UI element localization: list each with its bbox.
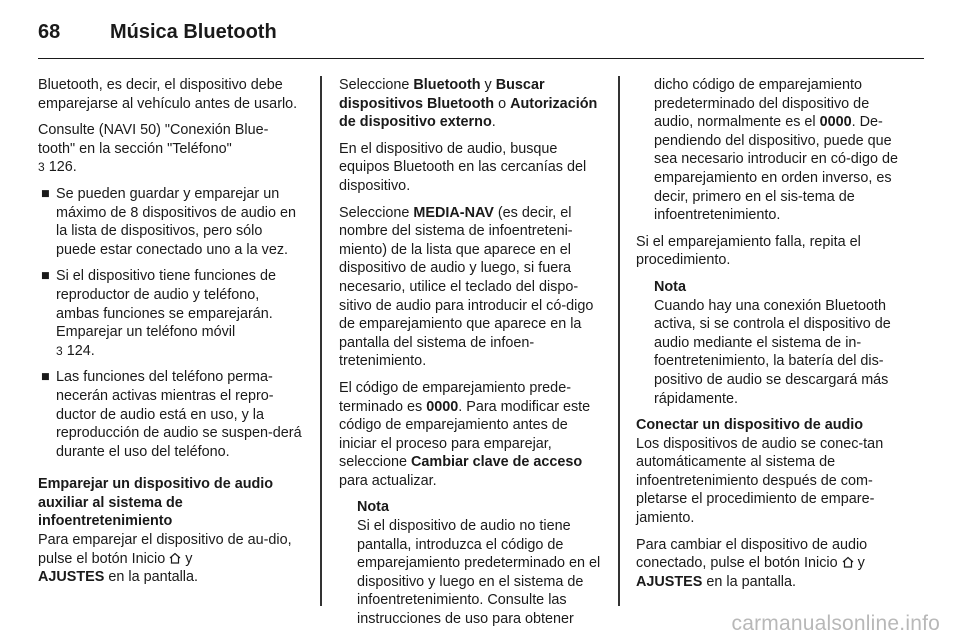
paragraph-text: Seleccione [339, 204, 410, 221]
page-header [38, 18, 924, 59]
paragraph-text: . [491, 114, 496, 131]
paragraph-text: Para emparejar el dispositivo de au-dio, pulse el botón Inicio [38, 532, 292, 567]
code-term: 0000 [819, 114, 852, 131]
note-text: Si el dispositivo de audio no tiene pantalla, introduzca el código de emparejamiento predeterminado en el dispositivo y luego en el sistema de infoentretenimiento. Consulte las instrucciones de uso para obtener [357, 518, 601, 628]
page-reference[interactable]: 124. [66, 342, 95, 359]
menu-term: Buscar dispositivos Bluetooth [339, 77, 545, 112]
column-right [636, 76, 900, 599]
paragraph-text: para actualizar. [339, 472, 437, 489]
paragraph-text: El código de emparejamiento prede-terminado es [339, 379, 571, 415]
paragraph-text: . Para modificar este código de emparejamiento antes de iniciar el proceso para emparejar, seleccione [339, 398, 591, 471]
section-heading: Emparejar un dispositivo de audio auxiliar al sistema de infoentretenimiento [38, 476, 274, 530]
paragraph-text: y [857, 555, 865, 572]
paragraph: Si el emparejamiento falla, repita el procedimiento. [636, 233, 861, 269]
paragraph-text: Consulte (NAVI 50) "Conexión Blue-tooth" en la sección "Teléfono" [38, 122, 269, 157]
note-text: Cuando hay una conexión Bluetooth activa, si se controla el dispositivo de audio mediante el sistema de in-foentretenimiento, la batería del dis-positivo de audio se descargará más rápidamente. [654, 297, 891, 407]
list-item [38, 185, 302, 259]
bullet-icon: ■ [41, 185, 50, 202]
page-reference[interactable]: 126. [48, 159, 77, 176]
list-item-text: Se pueden guardar y emparejar un máximo de 8 dispositivos de audio en la lista de dispositivos, pero sólo puede estar conectado uno a la vez. [56, 185, 296, 258]
list-item-text: Las funciones del teléfono perma-necerán activas mientras el repro-ductor de audio está en uso, y la reproducción de audio se suspen-derá durante el uso del teléfono. [56, 369, 302, 460]
settings-label: AJUSTES [38, 569, 105, 586]
note-text: . De-pendiendo del dispositivo, puede que sea necesario introducir en có-digo de emparejamiento en orden inverso, es decir, primero en el sis-tema de infoentretenimiento. [654, 114, 898, 224]
menu-term: Cambiar clave de acceso [411, 454, 583, 471]
paragraph: Bluetooth, es decir, el dispositivo debe emparejarse al vehículo antes de usarlo. [38, 77, 298, 112]
paragraph [339, 379, 603, 491]
paragraph [38, 531, 302, 587]
section-heading: Conectar un dispositivo de audio [636, 417, 864, 434]
device-name-term: MEDIA-NAV [413, 204, 494, 221]
paragraph-text: Seleccione [339, 77, 410, 93]
page-number: 68 [38, 21, 61, 43]
paragraph-text: y [185, 550, 193, 567]
page-reference-icon: 3 [56, 343, 63, 358]
bullet-icon: ■ [41, 369, 50, 386]
note-box-continued [636, 76, 900, 225]
column-divider [320, 76, 322, 606]
column-left [38, 76, 302, 595]
note-box [636, 278, 900, 408]
column-divider [618, 76, 620, 606]
list-item [38, 267, 302, 360]
paragraph: Los dispositivos de audio se conec-tan automáticamente al sistema de infoentretenimiento después de com-pletarse el procedimiento de empare-jamiento. [636, 435, 884, 527]
paragraph [38, 121, 302, 177]
note-box [339, 498, 603, 628]
paragraph [339, 204, 603, 371]
paragraph-text: o [498, 95, 507, 112]
note-title: Nota [357, 499, 389, 516]
home-icon [842, 556, 854, 568]
menu-term: Bluetooth [413, 77, 481, 93]
note-text: dicho código de emparejamiento predeterminado del dispositivo de audio, normalmente es el [654, 77, 870, 131]
paragraph-text: Para cambiar el dispositivo de audio conectado, pulse el botón Inicio [636, 536, 868, 572]
paragraph: En el dispositivo de audio, busque equipos Bluetooth en las cercanías del dispositivo. [339, 140, 587, 194]
paragraph-text: y [484, 77, 492, 93]
column-middle [339, 76, 603, 637]
paragraph-text: en la pantalla. [706, 573, 796, 590]
home-icon [169, 552, 181, 564]
page-reference-icon: 3 [38, 160, 45, 175]
list-item-text: Si el dispositivo tiene funciones de reproductor de audio y teléfono, ambas funciones se emparejarán. Emparejar un teléfono móvil [56, 268, 276, 341]
bullet-icon: ■ [41, 268, 50, 285]
code-term: 0000 [426, 398, 459, 415]
settings-label: AJUSTES [636, 573, 703, 590]
list-item [38, 368, 302, 461]
menu-term: Autorización de dispositivo externo [339, 95, 598, 131]
watermark: carmanualsonline.info [731, 612, 940, 635]
paragraph [339, 76, 603, 132]
paragraph [636, 536, 900, 592]
page-title: Música Bluetooth [110, 21, 277, 43]
paragraph-text: (es decir, el nombre del sistema de infoentreteni-miento) de la lista que aparece en el dispositivo de audio y luego, si fuera necesario, utilice el teclado del dispo-sitivo de audio para introducir el có-digo de emparejamiento que aparece en la pantalla del sistema de infoen-tretenimiento. [339, 204, 594, 370]
paragraph-text: en la pantalla. [108, 569, 198, 586]
note-title: Nota [654, 278, 686, 295]
